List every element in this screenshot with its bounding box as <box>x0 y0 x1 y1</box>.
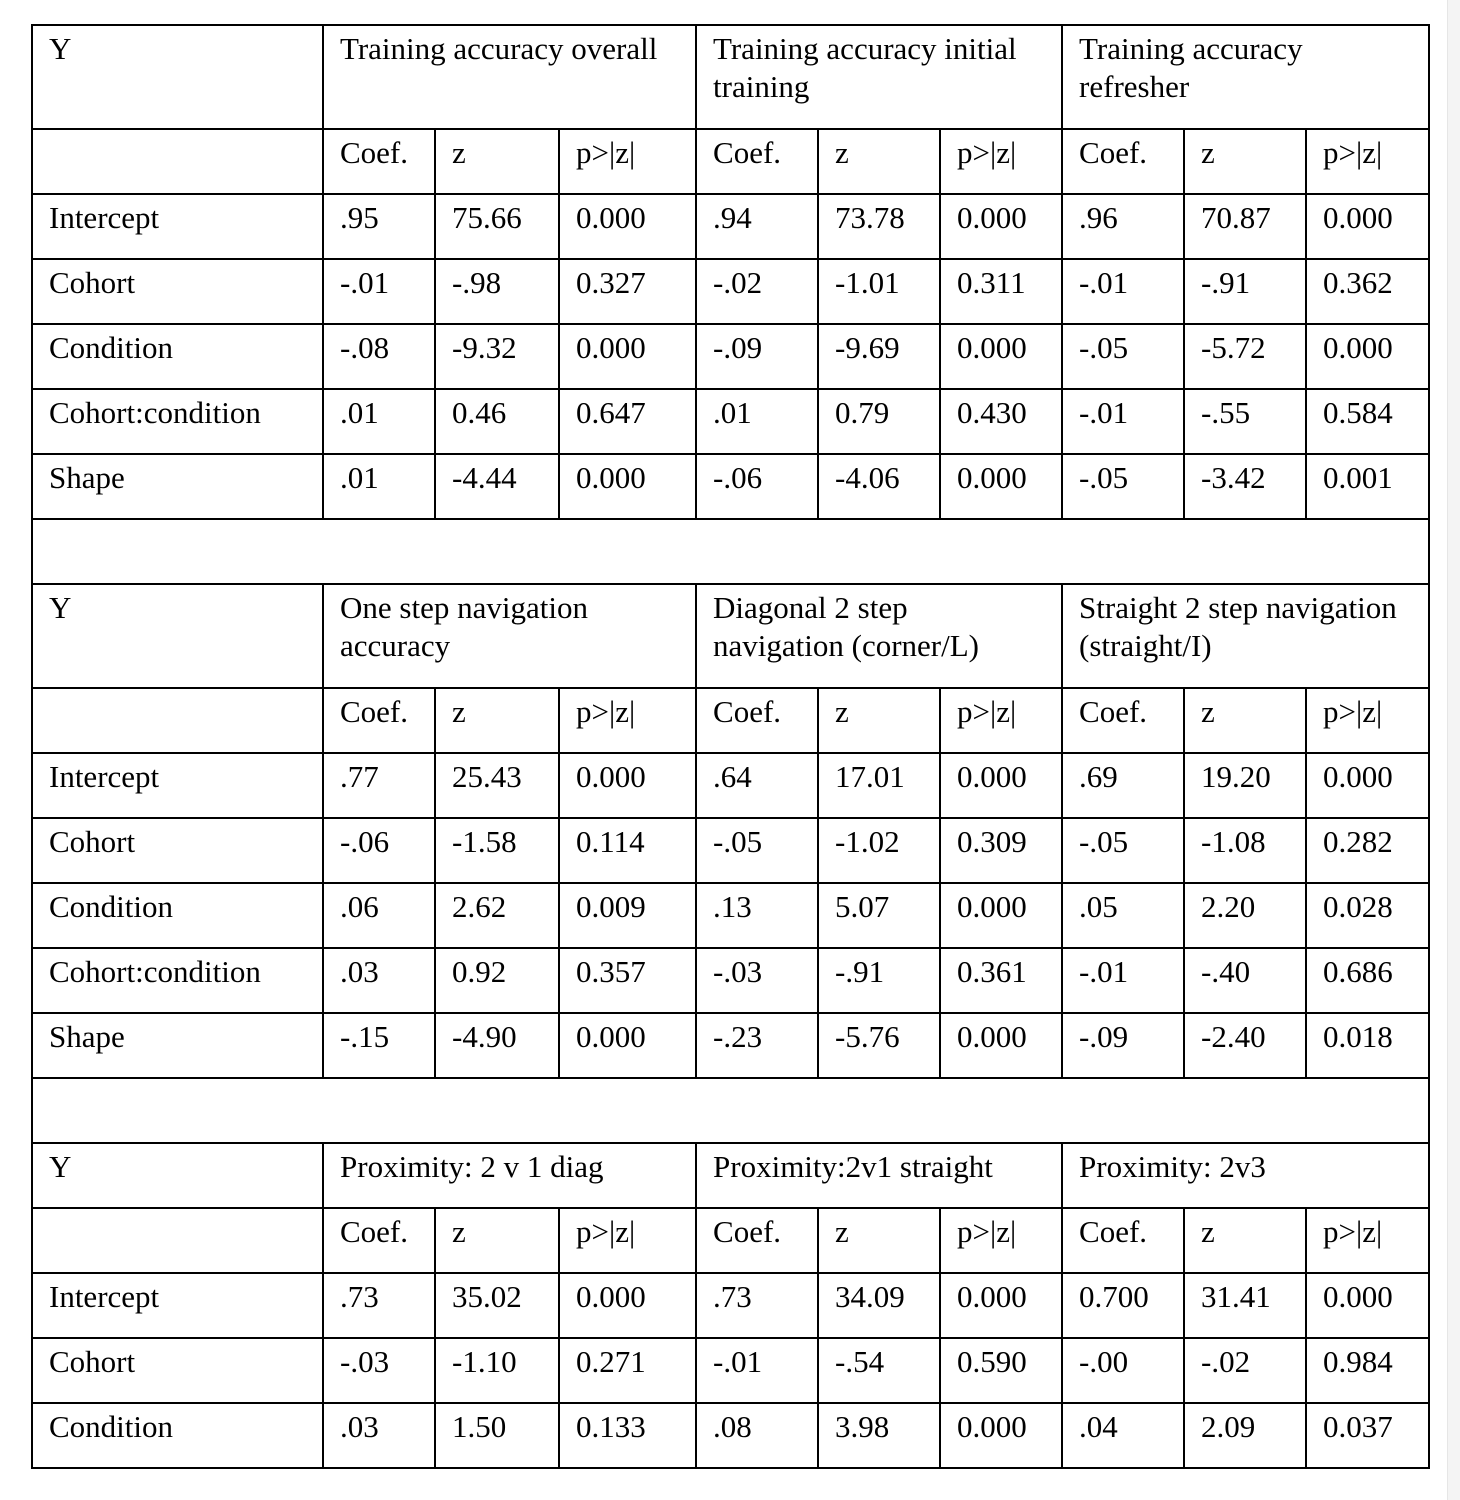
value-cell: .01 <box>323 389 435 454</box>
table-row <box>32 194 1429 259</box>
table-row <box>32 1403 1429 1468</box>
value-cell: .05 <box>1062 883 1184 948</box>
value-cell: -.01 <box>1062 389 1184 454</box>
value-cell: -.01 <box>696 1338 818 1403</box>
value-cell: -.05 <box>1062 454 1184 519</box>
column-header-cell: p>|z| <box>1306 129 1429 194</box>
value-cell: 2.09 <box>1184 1403 1306 1468</box>
value-cell: -5.76 <box>818 1013 940 1078</box>
table-row <box>32 259 1429 324</box>
table-row <box>32 454 1429 519</box>
value-cell: 0.309 <box>940 818 1062 883</box>
value-cell: 0.282 <box>1306 818 1429 883</box>
row-label-cell: Condition <box>32 1403 323 1468</box>
value-cell: 0.79 <box>818 389 940 454</box>
value-cell: 0.000 <box>940 454 1062 519</box>
column-header-row <box>32 688 1429 753</box>
value-cell: .04 <box>1062 1403 1184 1468</box>
value-cell: 0.000 <box>559 454 696 519</box>
value-cell: -.03 <box>696 948 818 1013</box>
section-title-row <box>32 1143 1429 1208</box>
value-cell: 0.000 <box>1306 753 1429 818</box>
spacer-cell <box>32 519 1429 584</box>
section-spacer-row <box>32 1078 1429 1143</box>
table-body <box>32 25 1429 1468</box>
value-cell: -9.32 <box>435 324 559 389</box>
value-cell: -.00 <box>1062 1338 1184 1403</box>
value-cell: 17.01 <box>818 753 940 818</box>
row-label-cell: Intercept <box>32 753 323 818</box>
row-label-cell: Condition <box>32 883 323 948</box>
value-cell: .95 <box>323 194 435 259</box>
value-cell: 2.20 <box>1184 883 1306 948</box>
value-cell: 0.92 <box>435 948 559 1013</box>
row-label-cell: Shape <box>32 454 323 519</box>
value-cell: -1.02 <box>818 818 940 883</box>
group-title-cell: One step navigation accuracy <box>323 584 696 688</box>
value-cell: -4.44 <box>435 454 559 519</box>
column-header-row <box>32 1208 1429 1273</box>
column-header-cell: p>|z| <box>1306 688 1429 753</box>
value-cell: 0.984 <box>1306 1338 1429 1403</box>
value-cell: 0.686 <box>1306 948 1429 1013</box>
group-title-cell: Proximity:2v1 straight <box>696 1143 1062 1208</box>
value-cell: 0.000 <box>940 753 1062 818</box>
value-cell: -.01 <box>323 259 435 324</box>
value-cell: -.01 <box>1062 259 1184 324</box>
value-cell: 0.000 <box>1306 324 1429 389</box>
value-cell: -9.69 <box>818 324 940 389</box>
value-cell: -.06 <box>696 454 818 519</box>
value-cell: .77 <box>323 753 435 818</box>
column-header-cell: Coef. <box>696 688 818 753</box>
value-cell: 35.02 <box>435 1273 559 1338</box>
column-header-cell: Coef. <box>323 129 435 194</box>
value-cell: -.02 <box>1184 1338 1306 1403</box>
column-header-cell: z <box>435 1208 559 1273</box>
value-cell: -.55 <box>1184 389 1306 454</box>
value-cell: .96 <box>1062 194 1184 259</box>
group-title-cell: Training accuracy overall <box>323 25 696 129</box>
value-cell: -.40 <box>1184 948 1306 1013</box>
table-row <box>32 1273 1429 1338</box>
value-cell: 25.43 <box>435 753 559 818</box>
value-cell: -.08 <box>323 324 435 389</box>
column-header-cell: Coef. <box>696 1208 818 1273</box>
value-cell: 0.000 <box>940 883 1062 948</box>
value-cell: 0.000 <box>940 1403 1062 1468</box>
value-cell: 0.000 <box>940 1273 1062 1338</box>
table-row <box>32 753 1429 818</box>
table-row <box>32 948 1429 1013</box>
value-cell: -.05 <box>1062 818 1184 883</box>
row-label-cell: Cohort:condition <box>32 948 323 1013</box>
y-label-cell: Y <box>32 584 323 688</box>
group-title-cell: Proximity: 2 v 1 diag <box>323 1143 696 1208</box>
value-cell: -1.10 <box>435 1338 559 1403</box>
group-title-cell: Training accuracy refresher <box>1062 25 1429 129</box>
value-cell: -4.90 <box>435 1013 559 1078</box>
column-header-cell: z <box>818 129 940 194</box>
value-cell: -.54 <box>818 1338 940 1403</box>
y-label-cell: Y <box>32 1143 323 1208</box>
value-cell: .06 <box>323 883 435 948</box>
value-cell: 1.50 <box>435 1403 559 1468</box>
group-title-cell: Proximity: 2v3 <box>1062 1143 1429 1208</box>
value-cell: .01 <box>696 389 818 454</box>
row-label-cell: Cohort <box>32 259 323 324</box>
value-cell: 0.647 <box>559 389 696 454</box>
column-header-cell: Coef. <box>1062 129 1184 194</box>
value-cell: 0.000 <box>1306 194 1429 259</box>
column-header-cell: z <box>1184 129 1306 194</box>
value-cell: 3.98 <box>818 1403 940 1468</box>
value-cell: 70.87 <box>1184 194 1306 259</box>
value-cell: -.91 <box>1184 259 1306 324</box>
value-cell: 19.20 <box>1184 753 1306 818</box>
value-cell: .94 <box>696 194 818 259</box>
row-label-cell: Shape <box>32 1013 323 1078</box>
value-cell: 0.000 <box>940 194 1062 259</box>
value-cell: .08 <box>696 1403 818 1468</box>
value-cell: -.06 <box>323 818 435 883</box>
row-label-cell: Cohort <box>32 818 323 883</box>
group-title-cell: Diagonal 2 step navigation (corner/L) <box>696 584 1062 688</box>
table-row <box>32 1013 1429 1078</box>
column-header-cell: Coef. <box>323 1208 435 1273</box>
row-label-cell: Intercept <box>32 194 323 259</box>
table-row <box>32 883 1429 948</box>
value-cell: -.09 <box>696 324 818 389</box>
value-cell: -.05 <box>1062 324 1184 389</box>
table-row <box>32 1338 1429 1403</box>
value-cell: 75.66 <box>435 194 559 259</box>
value-cell: 0.271 <box>559 1338 696 1403</box>
column-header-cell: p>|z| <box>559 688 696 753</box>
empty-header-cell <box>32 129 323 194</box>
value-cell: 0.001 <box>1306 454 1429 519</box>
column-header-cell: z <box>1184 1208 1306 1273</box>
value-cell: -.15 <box>323 1013 435 1078</box>
value-cell: -5.72 <box>1184 324 1306 389</box>
column-header-cell: p>|z| <box>1306 1208 1429 1273</box>
row-label-cell: Cohort <box>32 1338 323 1403</box>
value-cell: .73 <box>696 1273 818 1338</box>
column-header-cell: p>|z| <box>940 1208 1062 1273</box>
value-cell: 0.311 <box>940 259 1062 324</box>
section-spacer-row <box>32 519 1429 584</box>
value-cell: 0.327 <box>559 259 696 324</box>
column-header-cell: z <box>818 688 940 753</box>
group-title-cell: Training accuracy initial training <box>696 25 1062 129</box>
table-row <box>32 324 1429 389</box>
value-cell: 31.41 <box>1184 1273 1306 1338</box>
value-cell: 0.009 <box>559 883 696 948</box>
column-header-cell: z <box>818 1208 940 1273</box>
column-header-cell: p>|z| <box>559 129 696 194</box>
value-cell: 0.000 <box>940 324 1062 389</box>
column-header-cell: z <box>1184 688 1306 753</box>
column-header-cell: Coef. <box>696 129 818 194</box>
value-cell: -.98 <box>435 259 559 324</box>
value-cell: 0.037 <box>1306 1403 1429 1468</box>
column-header-cell: p>|z| <box>559 1208 696 1273</box>
value-cell: 0.133 <box>559 1403 696 1468</box>
row-label-cell: Cohort:condition <box>32 389 323 454</box>
y-label-cell: Y <box>32 25 323 129</box>
column-header-cell: z <box>435 688 559 753</box>
empty-header-cell <box>32 688 323 753</box>
value-cell: 0.000 <box>559 1013 696 1078</box>
value-cell: 0.590 <box>940 1338 1062 1403</box>
value-cell: 0.000 <box>940 1013 1062 1078</box>
table-row <box>32 818 1429 883</box>
value-cell: 0.362 <box>1306 259 1429 324</box>
table-row <box>32 389 1429 454</box>
value-cell: 0.584 <box>1306 389 1429 454</box>
column-header-cell: Coef. <box>1062 1208 1184 1273</box>
value-cell: -.01 <box>1062 948 1184 1013</box>
value-cell: 0.46 <box>435 389 559 454</box>
value-cell: -.05 <box>696 818 818 883</box>
value-cell: 0.018 <box>1306 1013 1429 1078</box>
value-cell: .03 <box>323 1403 435 1468</box>
column-header-row <box>32 129 1429 194</box>
group-title-cell: Straight 2 step navigation (straight/I) <box>1062 584 1429 688</box>
value-cell: .64 <box>696 753 818 818</box>
value-cell: -.23 <box>696 1013 818 1078</box>
value-cell: -.91 <box>818 948 940 1013</box>
value-cell: -1.01 <box>818 259 940 324</box>
value-cell: .01 <box>323 454 435 519</box>
value-cell: -.02 <box>696 259 818 324</box>
column-header-cell: Coef. <box>323 688 435 753</box>
value-cell: 0.028 <box>1306 883 1429 948</box>
value-cell: -.03 <box>323 1338 435 1403</box>
row-label-cell: Condition <box>32 324 323 389</box>
value-cell: 73.78 <box>818 194 940 259</box>
value-cell: 0.000 <box>1306 1273 1429 1338</box>
value-cell: 0.000 <box>559 194 696 259</box>
empty-header-cell <box>32 1208 323 1273</box>
value-cell: -1.58 <box>435 818 559 883</box>
value-cell: -2.40 <box>1184 1013 1306 1078</box>
value-cell: 5.07 <box>818 883 940 948</box>
value-cell: 0.000 <box>559 753 696 818</box>
column-header-cell: p>|z| <box>940 129 1062 194</box>
value-cell: -.09 <box>1062 1013 1184 1078</box>
vertical-scrollbar[interactable] <box>1447 0 1460 1500</box>
value-cell: 0.361 <box>940 948 1062 1013</box>
value-cell: 0.114 <box>559 818 696 883</box>
value-cell: .73 <box>323 1273 435 1338</box>
value-cell: 0.000 <box>559 324 696 389</box>
value-cell: 0.430 <box>940 389 1062 454</box>
value-cell: .69 <box>1062 753 1184 818</box>
value-cell: .13 <box>696 883 818 948</box>
spacer-cell <box>32 1078 1429 1143</box>
section-title-row <box>32 584 1429 688</box>
value-cell: 2.62 <box>435 883 559 948</box>
regression-results-table <box>31 24 1430 1469</box>
column-header-cell: z <box>435 129 559 194</box>
column-header-cell: p>|z| <box>940 688 1062 753</box>
column-header-cell: Coef. <box>1062 688 1184 753</box>
row-label-cell: Intercept <box>32 1273 323 1338</box>
value-cell: -3.42 <box>1184 454 1306 519</box>
section-title-row <box>32 25 1429 129</box>
value-cell: 34.09 <box>818 1273 940 1338</box>
value-cell: .03 <box>323 948 435 1013</box>
value-cell: 0.000 <box>559 1273 696 1338</box>
value-cell: 0.700 <box>1062 1273 1184 1338</box>
value-cell: 0.357 <box>559 948 696 1013</box>
value-cell: -1.08 <box>1184 818 1306 883</box>
value-cell: -4.06 <box>818 454 940 519</box>
